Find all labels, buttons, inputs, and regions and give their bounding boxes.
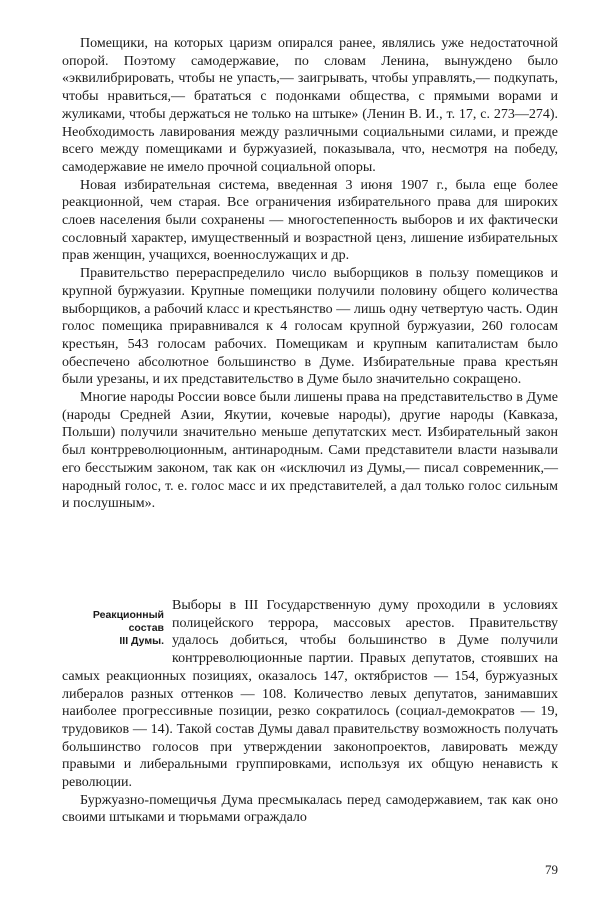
margin-heading-line: Реакционный — [92, 609, 164, 621]
margin-spacer — [62, 597, 172, 667]
paragraph-third-duma: Выборы в III Государственную думу проходили в условиях полицейского террора, массовых арестов. Правительству удалось добиться, чтобы большинство в Думе получили контрреволюционные партии. Правых депутатов, стоявших на самых реакционных позициях, оказалось 147, октябристов — 154, буржуазных либералов разных оттенков — 108. Количество левых депутатов, занимавших наиболее прогрессивные позиции, резко сократилось (социал-демократов — 19, трудовиков — 14). Такой состав Думы давал правительству возможность получать большинство голосов при утверждении законопроектов, лавировать между правыми и либеральными группировками, используя их общую ненависть к революции. — [62, 598, 558, 791]
margin-heading-line: III Думы. — [119, 635, 164, 647]
margin-heading-line: состав — [128, 622, 164, 634]
paragraph-bourgeois-duma: Буржуазно-помещичья Дума пресмыкалась перед самодержавием, так как оно своими штыками и тюрьмами ограждало — [62, 792, 558, 826]
paragraph-peoples: Многие народы России вовсе были лишены права на представительство в Думе (народы Средней Азии, Якутии, кочевые народы), другие народы (Кавказа, Польши) получили значительно меньше депутатских мест. Избирательный закон был контрреволюционным, антинародным. Сами представители власти называли его бесстыжим законом, так как он «исключил из Думы,— писал современник,— народный голос, т. е. голос масс и их представителей, а дал только голос сильным и послушным». — [62, 390, 558, 512]
paragraph-electors: Правительство перераспределило число выборщиков в пользу помещиков и крупной буржуазии. Крупные помещики получили половину общего количества выборщиков, а рабочий класс и крестьянство — лишь одну четвертую часть. Один голос помещика приравнивался к 4 голосам крупной буржуазии, 260 голосам крестьян, 543 голосам рабочих. Помещикам и крупным капиталистам было обеспечено абсолютное большинство в Думе. Избирательные права крестьян были урезаны, и их представительство в Думе было значительно сокращено. — [62, 266, 558, 388]
main-text-top — [62, 35, 558, 513]
main-text-bottom — [62, 597, 558, 827]
page-number: 79 — [545, 862, 558, 877]
paragraph-electoral-system: Новая избирательная система, введенная 3 июня 1907 г., была еще более реакционной, чем старая. Все ограничения избирательного права для широких слоев населения были сохранены — многостепенность выборов и их фактически сословный характер, имущественный и возрастной ценз, лишение избирательных прав женщин, учащихся, военнослужащих и др. — [62, 177, 558, 264]
paragraph-landowners: Помещики, на которых царизм опирался ранее, являлись уже недостаточной опорой. Поэтому самодержавие, по словам Ленина, вынуждено было «эквилибрировать, чтобы не упасть,— заигрывать, чтобы управлять,— подкупать, чтобы нравиться,— брататься с подонками общества, с прямыми ворами и жуликами, чтобы держаться не только на штыке» (Ленин В. И., т. 17, с. 273—274). Необходимость лавирования между различными социальными силами, и прежде всего между помещиками и буржуазией, показывала, что, несмотря на победу, самодержавие не имело прочной социальной опоры. — [62, 36, 558, 175]
